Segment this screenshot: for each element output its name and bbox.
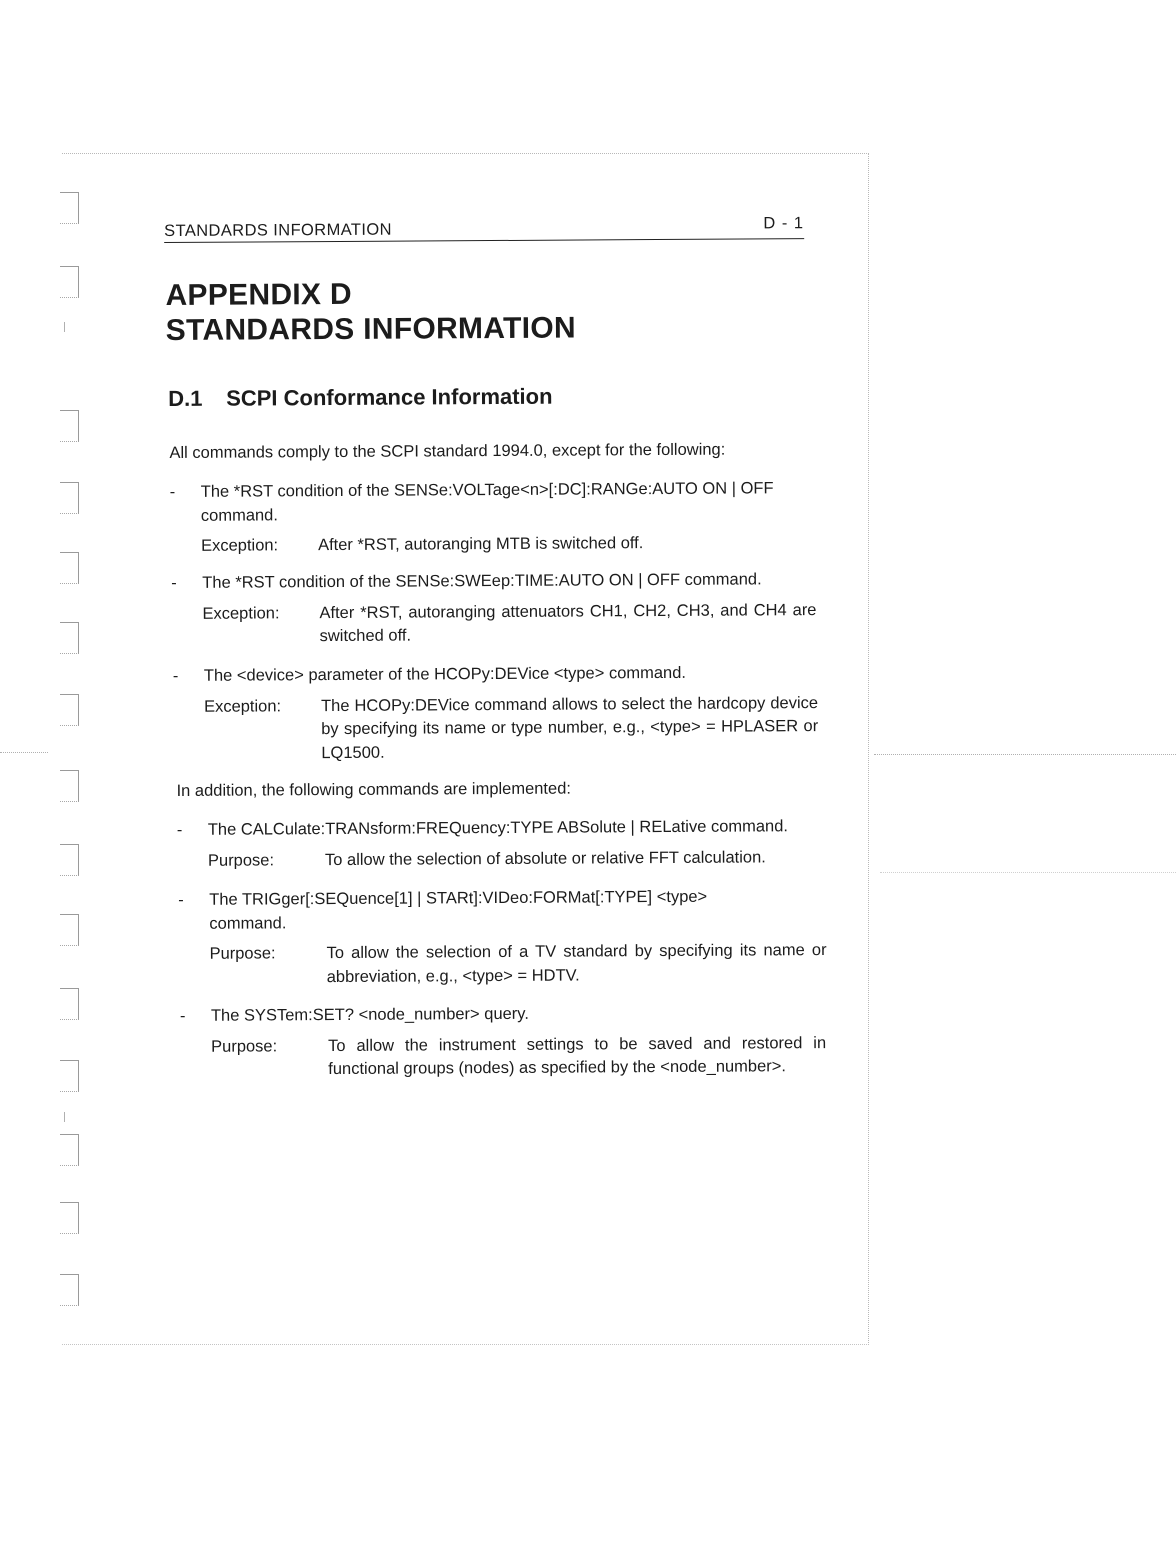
list-bullet: -: [178, 890, 184, 909]
addition-label: Purpose:: [209, 944, 276, 963]
addition-item: [177, 815, 835, 873]
addition-label: Purpose:: [207, 850, 275, 870]
section-heading: [168, 384, 553, 412]
list-bullet: -: [169, 482, 176, 502]
addition-command: The SYSTem:SET? <node_number> query.: [210, 1004, 529, 1025]
list-bullet: -: [179, 1006, 186, 1025]
exception-detail: [202, 599, 816, 650]
exception-detail: [204, 692, 818, 766]
exception-label: Exception:: [203, 696, 282, 716]
list-bullet: -: [171, 573, 177, 593]
exception-label: Exception:: [202, 603, 280, 623]
exception-item: [173, 661, 819, 766]
addition-command: The TRIGger[:SEQuence[1] | STARt]:VIDeo:FORMat[:TYPE] <type> command.: [209, 887, 708, 933]
addition-command: The CALCulate:TRANsform:FREQuency:TYPE ABSolute | RELative command.: [207, 817, 789, 839]
list-bullet: -: [176, 820, 183, 839]
addition-item: [178, 885, 827, 990]
intro-paragraph: All commands comply to the SCPI standard 1994.0, except for the following:: [169, 440, 726, 463]
addition-text: To allow the selection of absolute or relative FFT calculation.: [324, 847, 766, 869]
addition-text: To allow the selection of a TV standard by specifying its name or abbreviation, e.g., <type> = HDTV.: [326, 941, 827, 986]
exception-command: The *RST condition of the SENSe:SWEep:TIME:AUTO ON | OFF command.: [202, 570, 762, 592]
exception-command: The <device> parameter of the HCOPy:DEVice <type> command.: [203, 663, 687, 685]
exception-text: After *RST, autoranging attenuators CH1, CH2, CH3, and CH4 are switched off.: [319, 600, 817, 646]
addition-text: To allow the instrument settings to be saved and restored in functional groups (nodes) as specified by the <node_number>.: [328, 1033, 827, 1079]
section-number: D.1: [168, 385, 203, 412]
exception-item: [171, 568, 816, 649]
addition-label: Purpose:: [211, 1036, 278, 1056]
list-bullet: -: [172, 666, 179, 685]
exception-command: The *RST condition of the SENSe:VOLTage<n>[:DC]:RANGe:AUTO ON | OFF command.: [200, 479, 774, 525]
addition-intro-paragraph: In addition, the following commands are implemented:: [176, 779, 571, 800]
appendix-title-line2: STANDARDS INFORMATION: [165, 311, 577, 348]
exception-label: Exception:: [200, 536, 279, 555]
appendix-title: [165, 276, 576, 349]
exception-detail: [201, 531, 815, 558]
exception-text: After *RST, autoranging MTB is switched off.: [317, 534, 644, 555]
appendix-title-line1: APPENDIX D: [165, 277, 352, 313]
addition-detail: [208, 845, 835, 872]
running-header: [164, 216, 804, 243]
exception-item: [170, 477, 815, 558]
addition-detail: [209, 939, 826, 990]
addition-detail: [211, 1032, 826, 1083]
section-title: SCPI Conformance Information: [226, 383, 553, 411]
addition-item: [180, 1001, 826, 1082]
exception-text: The HCOPy:DEVice command allows to select the hardcopy device by specifying its name or type number, e.g., <type> = HPLASER or LQ1500.: [320, 693, 819, 762]
page-number: D - 1: [763, 214, 805, 233]
running-header-title: STANDARDS INFORMATION: [164, 220, 392, 241]
